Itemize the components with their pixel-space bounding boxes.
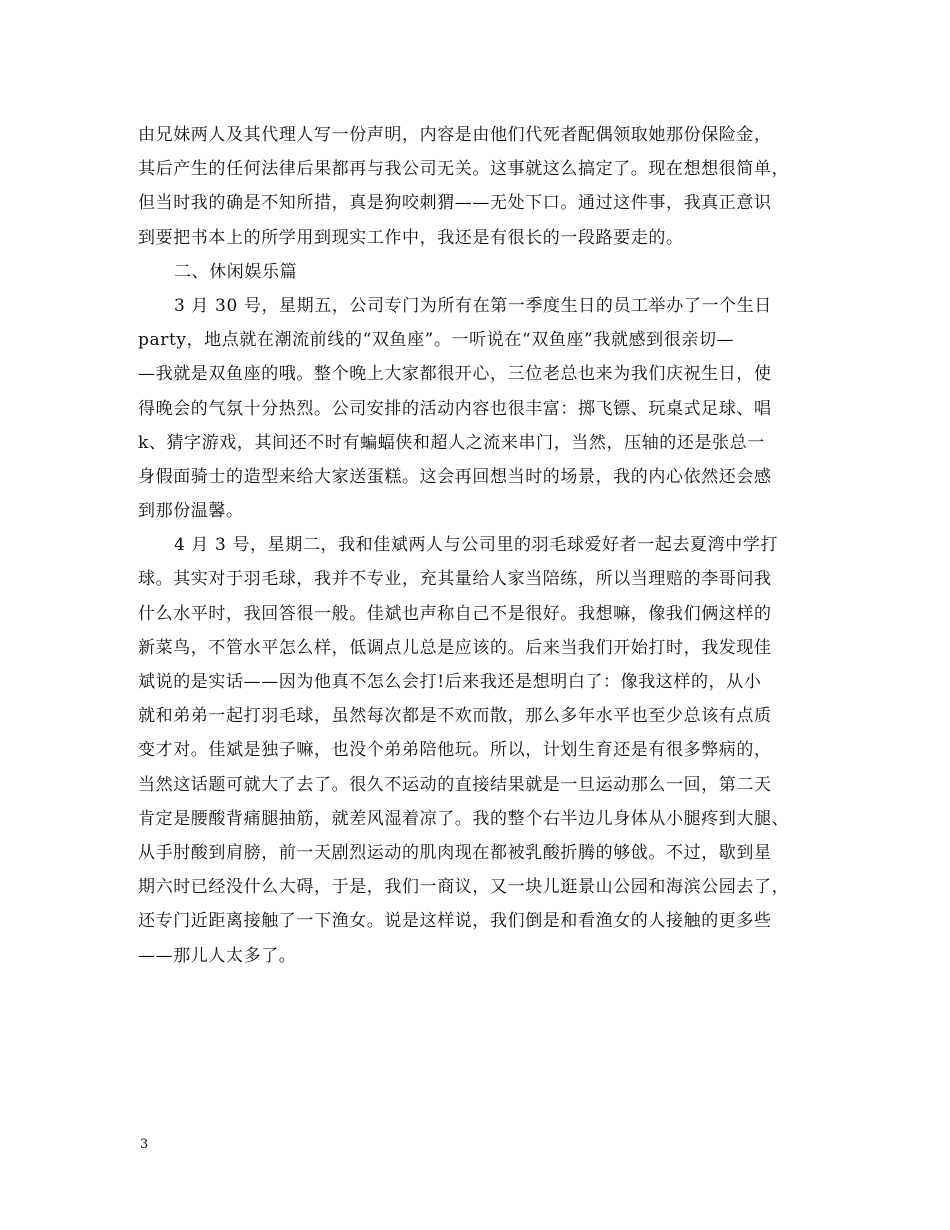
text-line: 得晚会的气氛十分热烈。公司安排的活动内容也很丰富：掷飞镖、玩桌式足球、唱 — [138, 398, 772, 419]
text-line: 3 月 30 号，星期五，公司专门为所有在第一季度生日的员工举办了一个生日 — [174, 295, 772, 316]
text-line: 新菜鸟，不管水平怎么样，低调点儿总是应该的。后来当我们开始打时，我发现佳 — [138, 637, 772, 658]
text-line: 由兄妹两人及其代理人写一份声明，内容是由他们代死者配偶领取她那份保险金， — [138, 125, 772, 145]
text-line: 就和弟弟一起打羽毛球，虽然每次都是不欢而散，那么多年水平也至少总该有点质 — [138, 706, 772, 727]
text-line: 肯定是腰酸背痛腿抽筋，就差风湿着凉了。我的整个右半边儿身体从小腿疼到大腿、 — [138, 808, 790, 829]
text-line: 什么水平时，我回答很一般。佳斌也声称自己不是很好。我想嘛，像我们俩这样的 — [138, 603, 772, 624]
text-line: 球。其实对于羽毛球，我并不专业，充其量给人家当陪练，所以当理赔的李哥问我 — [138, 569, 772, 590]
text-line: party，地点就在潮流前线的“双鱼座”。一听说在“双鱼座”我就感到很亲切— — [138, 330, 735, 351]
text-line: 4 月 3 号，星期二，我和佳斌两人与公司里的羽毛球爱好者一起去夏湾中学打 — [174, 535, 779, 556]
body-text — [138, 118, 838, 973]
text-line: 斌说的是实话——因为他真不怎么会打!后来我还是想明白了：像我这样的，从小 — [138, 672, 762, 692]
text-line: 从手肘酸到肩膀，前一天剧烈运动的肌肉现在都被乳酸折腾的够戗。不过，歇到星 — [138, 842, 772, 863]
text-line: 到要把书本上的所学用到现实工作中，我还是有很长的一段路要走的。 — [138, 227, 684, 248]
text-line: —我就是双鱼座的哦。整个晚上大家都很开心，三位老总也来为我们庆祝生日，使 — [138, 364, 772, 385]
text-line: 身假面骑士的造型来给大家送蛋糕。这会再回想当时的场景，我的内心依然还会感 — [138, 466, 772, 487]
text-line: 期六时已经没什么大碍，于是，我们一商议，又一块儿逛景山公园和海滨公园去了， — [138, 877, 790, 898]
text-line: ——那儿人太多了。 — [138, 945, 297, 966]
text-line: k、猜字游戏，其间还不时有蝙蝠侠和超人之流来串门，当然，压轴的还是张总一 — [138, 432, 765, 453]
text-line: 变才对。佳斌是独子嘛，也没个弟弟陪他玩。所以，计划生育还是有很多弊病的， — [138, 740, 772, 761]
text-line: 但当时我的确是不知所措，真是狗咬刺猬——无处下口。通过这件事，我真正意识 — [138, 193, 772, 214]
page-number: 3 — [140, 1137, 149, 1152]
text-line: 当然这话题可就大了去了。很久不运动的直接结果就是一旦运动那么一回，第二天 — [138, 774, 772, 795]
text-line: 二、休闲娱乐篇 — [174, 261, 298, 282]
text-line: 还专门近距离接触了一下渔女。说是这样说，我们倒是和看渔女的人接触的更多些 — [138, 911, 772, 932]
text-line: 到那份温馨。 — [138, 501, 244, 522]
text-line: 其后产生的任何法律后果都再与我公司无关。这事就这么搞定了。现在想想很简单， — [138, 159, 790, 180]
